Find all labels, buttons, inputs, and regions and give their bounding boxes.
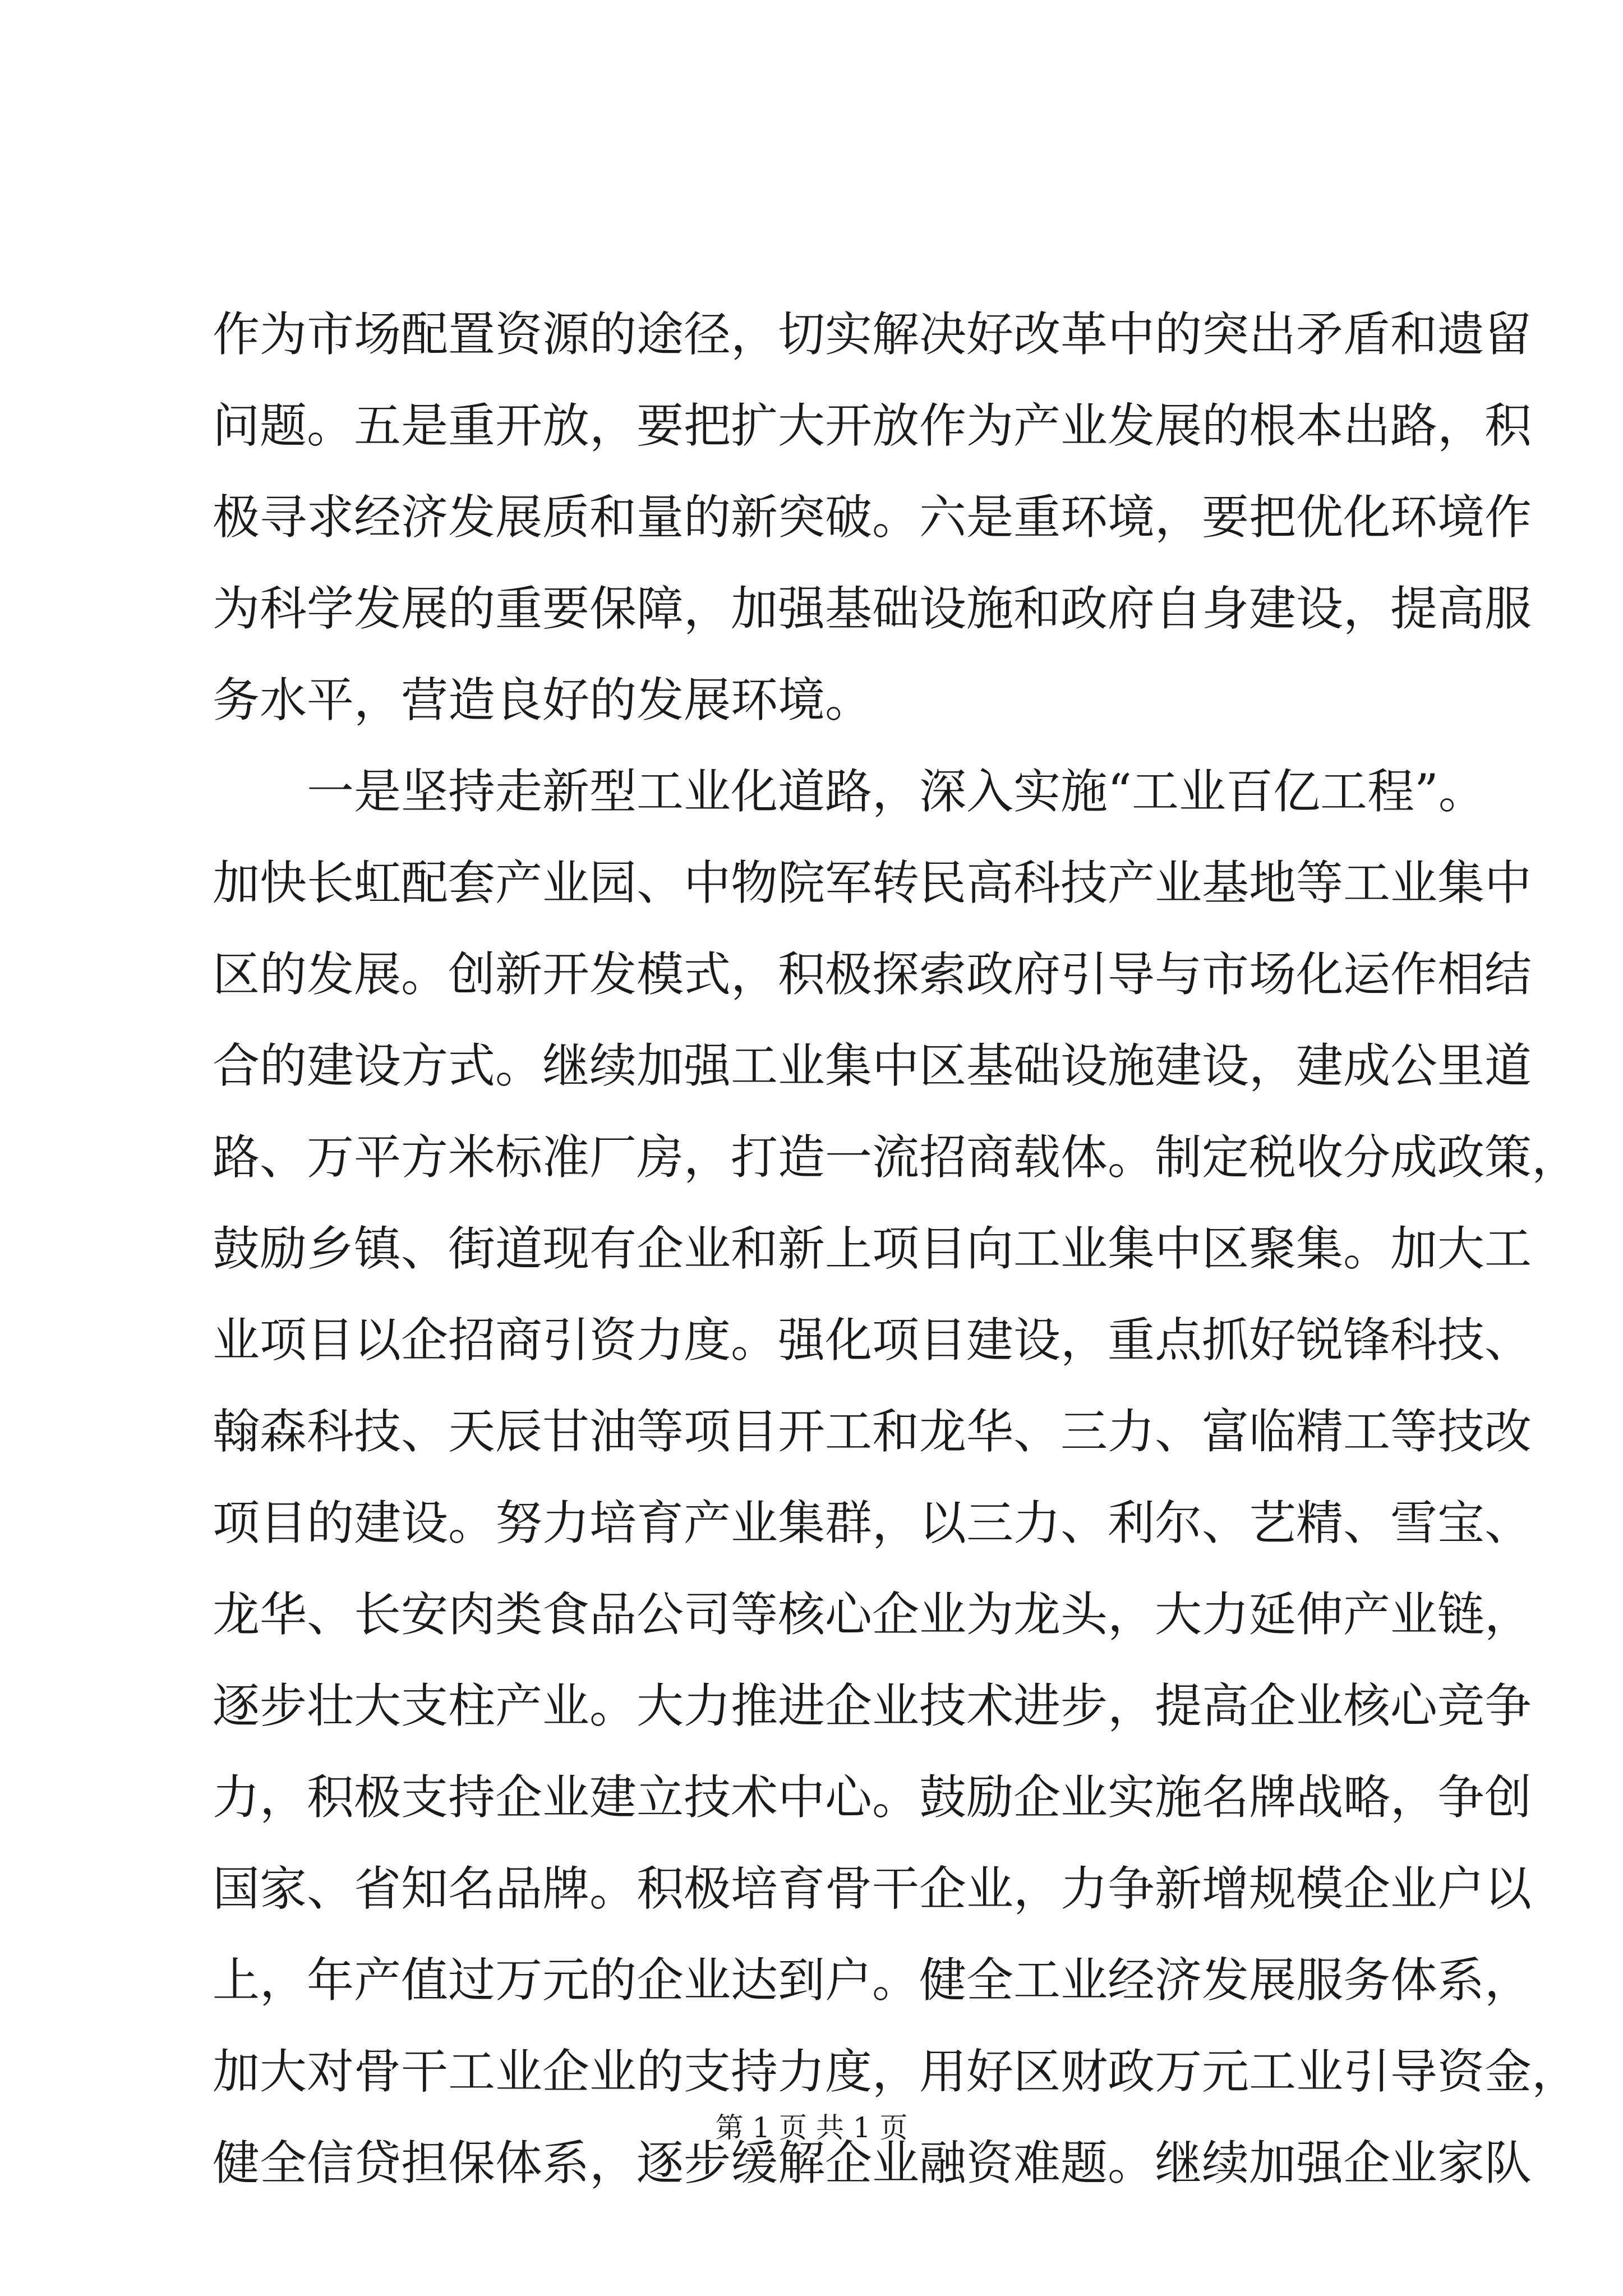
paragraph-first-line: 一是坚持走新型工业化道路，深入实施“工业百亿工程”。	[307, 764, 1486, 819]
body-text	[213, 289, 1579, 2209]
text-line: 务水平，营造良好的发展环境。	[213, 673, 873, 728]
text-line: 龙华、长安肉类食品公司等核心企业为龙头，大力延伸产业链，	[213, 1587, 1532, 1642]
text-line: 项目的建设。努力培育产业集群，以三力、利尔、艺精、雪宝、	[213, 1496, 1532, 1550]
text-line: 业项目以企招商引资力度。强化项目建设，重点抓好锐锋科技、	[213, 1313, 1532, 1368]
text-line: 翰森科技、天辰甘油等项目开工和龙华、三力、富临精工等技改	[213, 1404, 1532, 1459]
text-line: 为科学发展的重要保障，加强基础设施和政府自身建设，提高服	[213, 581, 1532, 636]
text-line: 上，年产值过万元的企业达到户。健全工业经济发展服务体系，	[213, 1953, 1532, 2008]
text-line: 鼓励乡镇、街道现有企业和新上项目向工业集中区聚集。加大工	[213, 1221, 1532, 1276]
page-footer	[0, 2108, 1623, 2147]
text-line: 问题。五是重开放，要把扩大开放作为产业发展的根本出路，积	[213, 398, 1532, 453]
text-line: 健全信贷担保体系，逐步缓解企业融资难题。继续加强企业家队	[213, 2136, 1532, 2191]
text-line: 国家、省知名品牌。积极培育骨干企业，力争新增规模企业户以	[213, 1861, 1532, 1916]
text-line: 合的建设方式。继续加强工业集中区基础设施建设，建成公里道	[213, 1038, 1532, 1093]
text-line: 区的发展。创新开发模式，积极探索政府引导与市场化运作相结	[213, 947, 1532, 1002]
page-number: 第 1 页 共 1 页	[715, 2111, 908, 2144]
text-line: 作为市场配置资源的途径，切实解决好改革中的突出矛盾和遗留	[213, 307, 1532, 362]
text-line: 路、万平方米标准厂房，打造一流招商载体。制定税收分成政策，	[213, 1130, 1579, 1185]
text-line: 力，积极支持企业建立技术中心。鼓励企业实施名牌战略，争创	[213, 1770, 1532, 1825]
text-line: 逐步壮大支柱产业。大力推进企业技术进步，提高企业核心竞争	[213, 1678, 1532, 1733]
text-line: 加大对骨干工业企业的支持力度，用好区财政万元工业引导资金，	[213, 2044, 1579, 2099]
text-line: 加快长虹配套产业园、中物院军转民高科技产业基地等工业集中	[213, 855, 1532, 910]
text-line: 极寻求经济发展质和量的新突破。六是重环境，要把优化环境作	[213, 490, 1532, 545]
